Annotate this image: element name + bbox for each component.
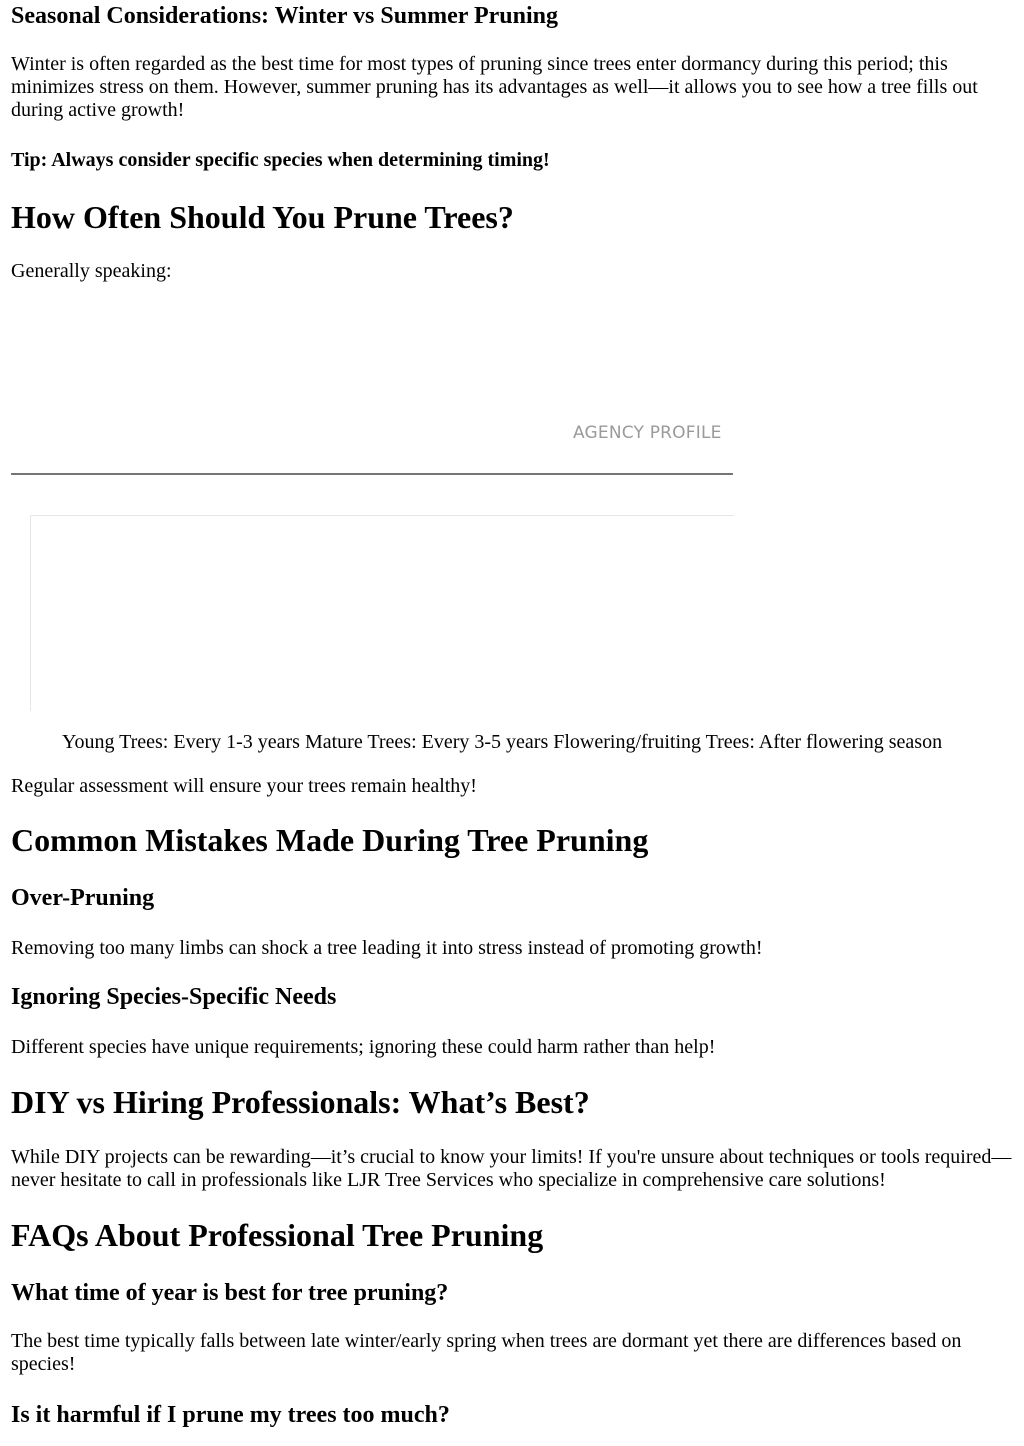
diy-text: While DIY projects can be rewarding—it’s crucial to know your limits! If you're unsure about techniques or tools required—never hesitate to call in professionals like LJR Tree Services who specialize in comprehensive care solutions! [11, 1146, 1012, 1191]
faq-question-1: What time of year is best for tree pruning? [11, 1280, 449, 1306]
tip-text: Tip: Always consider specific species when determining timing! [11, 149, 550, 171]
seasonal-heading: Seasonal Considerations: Winter vs Summer Pruning [11, 3, 558, 29]
faq-answer-1: The best time typically falls between late winter/early spring when trees are dormant yet there are differences based on species! [11, 1330, 962, 1375]
over-pruning-heading: Over-Pruning [11, 885, 155, 911]
embedded-frame[interactable] [30, 515, 734, 711]
assessment-text: Regular assessment will ensure your trees remain healthy! [11, 775, 477, 797]
ignoring-needs-text: Different species have unique requirements; ignoring these could harm rather than help! [11, 1036, 716, 1058]
faq-question-2: Is it harmful if I prune my trees too much? [11, 1402, 450, 1428]
diy-heading: DIY vs Hiring Professionals: What’s Best? [11, 1084, 590, 1120]
seasonal-paragraph: Winter is often regarded as the best time for most types of pruning since trees enter dormancy during this period; this minimizes stress on them. However, summer pruning has its advantages as well—it allows you to see how a tree fills out during active growth! [11, 53, 978, 121]
ignoring-needs-heading: Ignoring Species-Specific Needs [11, 984, 337, 1010]
agency-profile-label[interactable]: AGENCY PROFILE [573, 423, 722, 443]
frequency-list: Young Trees: Every 1-3 years Mature Trees: Every 3-5 years Flowering/fruiting Trees: After flowering season [62, 731, 943, 753]
how-often-heading: How Often Should You Prune Trees? [11, 199, 514, 235]
over-pruning-text: Removing too many limbs can shock a tree leading it into stress instead of promoting growth! [11, 937, 763, 959]
how-often-intro: Generally speaking: [11, 260, 172, 282]
mistakes-heading: Common Mistakes Made During Tree Pruning [11, 822, 649, 858]
agency-divider [11, 473, 733, 475]
faq-heading: FAQs About Professional Tree Pruning [11, 1217, 544, 1253]
